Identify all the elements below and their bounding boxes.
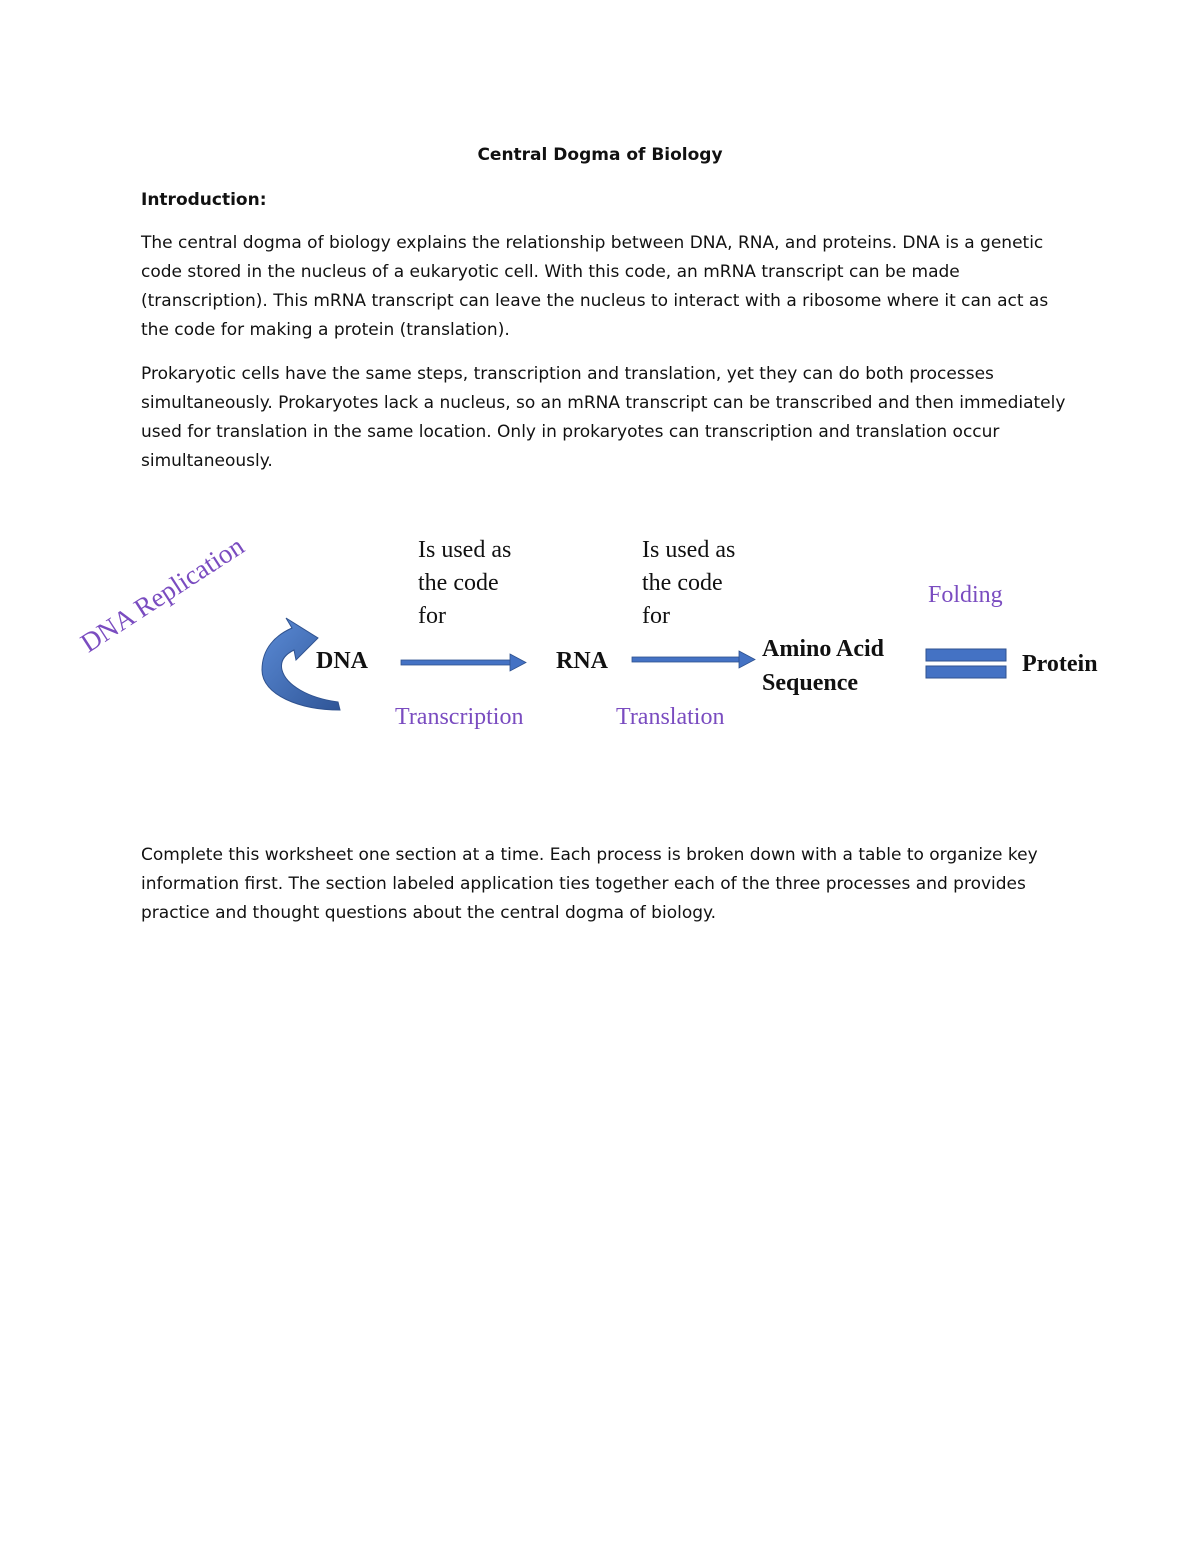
used-as-code-label-2: Is used as the code for bbox=[642, 537, 736, 629]
amino-acid-label-line1: Amino Acid bbox=[762, 636, 885, 662]
amino-acid-label-line2: Sequence bbox=[762, 670, 858, 696]
double-bar-icon bbox=[926, 649, 1006, 678]
folding-label: Folding bbox=[928, 582, 1003, 608]
introduction-heading: Introduction: bbox=[141, 190, 267, 210]
translation-label: Translation bbox=[616, 704, 725, 730]
intro-paragraph-2: Prokaryotic cells have the same steps, transcription and translation, yet they can do both processes simultaneously. Prokaryotes lack a nucleus, so an mRNA transcript can be transcribed and then immediately used for translation in the same location. Only in prokaryotes can transcription and translation occur simultaneously. bbox=[141, 364, 1066, 471]
page-title: Central Dogma of Biology bbox=[477, 145, 723, 165]
right-arrow-icon bbox=[632, 651, 755, 668]
protein-label: Protein bbox=[1022, 651, 1098, 677]
central-dogma-diagram bbox=[0, 520, 1200, 750]
dna-replication-label: DNA Replication bbox=[75, 530, 250, 659]
diagram-shapes bbox=[0, 520, 1200, 750]
intro-paragraph-1: The central dogma of biology explains the relationship between DNA, RNA, and proteins. DNA is a genetic code stored in the nucleus of a eukaryotic cell. With this code, an mRNA transcript can be made (transcription). This mRNA transcript can leave the nucleus to interact with a ribosome where it can act as the code for making a protein (translation). bbox=[141, 233, 1049, 340]
dna-label: DNA bbox=[316, 648, 368, 674]
used-as-code-label-1: Is used as the code for bbox=[418, 537, 512, 629]
transcription-label: Transcription bbox=[395, 704, 524, 730]
rna-label: RNA bbox=[556, 648, 608, 674]
right-arrow-icon bbox=[401, 654, 526, 671]
worksheet-instructions-paragraph: Complete this worksheet one section at a time. Each process is broken down with a table to organize key information first. The section labeled application ties together each of the three processes and provides practice and thought questions about the central dogma of biology. bbox=[141, 845, 1038, 923]
